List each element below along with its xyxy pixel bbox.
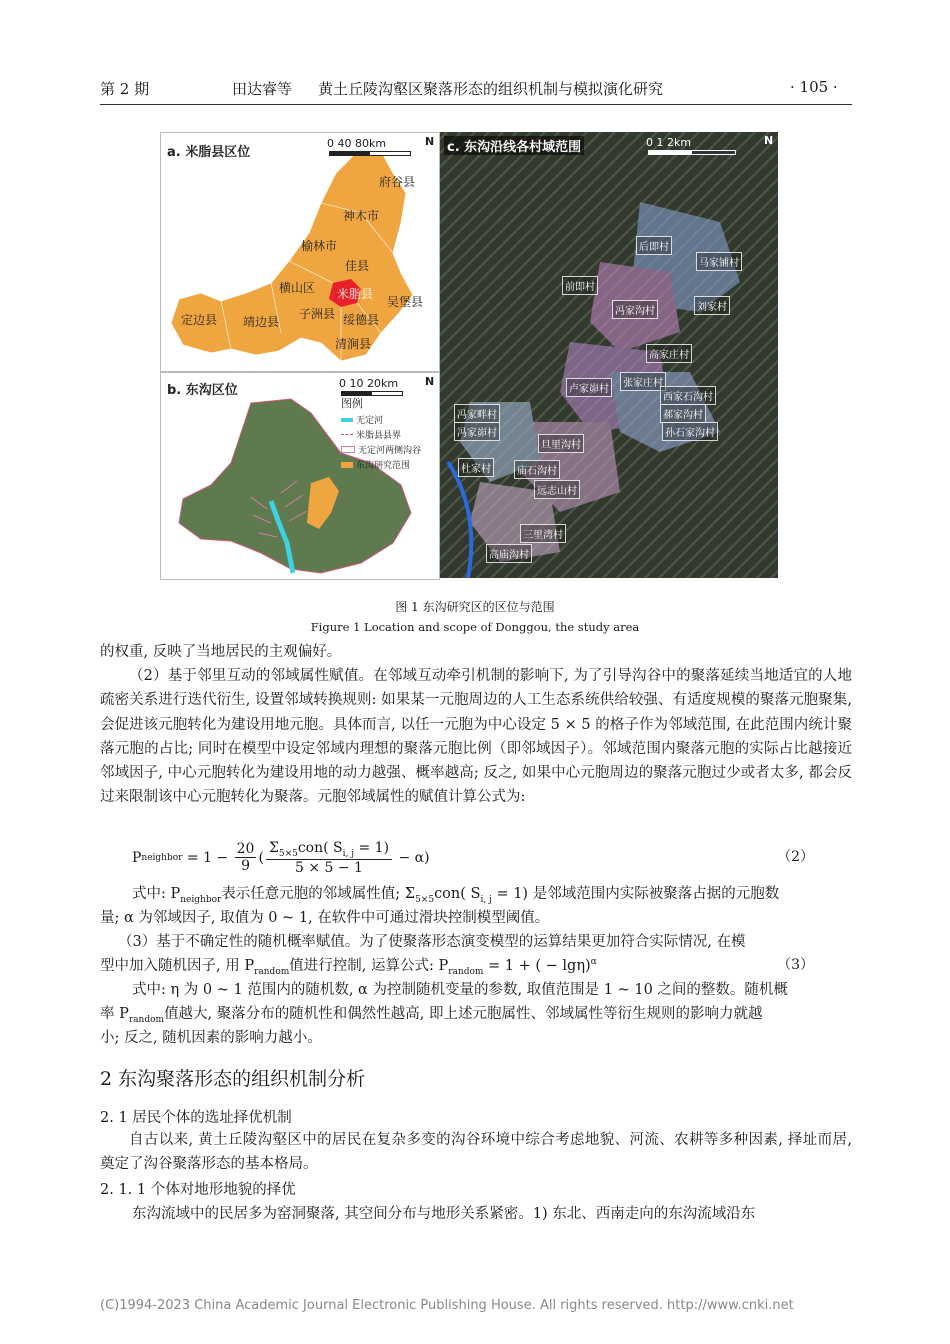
legend-swatch bbox=[341, 462, 353, 468]
county-label-highlight: 米脂县 bbox=[337, 287, 374, 301]
panel-a-map bbox=[160, 132, 440, 372]
legend-swatch bbox=[341, 446, 355, 453]
county-label: 吴堡县 bbox=[387, 295, 424, 309]
county-label: 子洲县 bbox=[299, 307, 336, 321]
village-label: 远志山村 bbox=[534, 480, 580, 499]
county-label: 神木市 bbox=[343, 209, 380, 223]
panel-c-scale-label: 0 1 2km bbox=[646, 136, 692, 149]
panel-a-scale-bar bbox=[329, 151, 411, 156]
village-label: 卢家峁村 bbox=[566, 378, 612, 397]
paragraph-random: （3）基于不确定性的随机概率赋值。为了使聚落形态演变模型的运算结果更加符合实际情况, 在模 bbox=[118, 934, 746, 950]
legend-title: 图例 bbox=[341, 397, 363, 410]
county-label: 清涧县 bbox=[335, 337, 372, 351]
paragraph-continuation: 的权重, 反映了当地居民的主观偏好。 bbox=[100, 644, 342, 660]
legend-swatch bbox=[341, 434, 353, 435]
header-page-number: · 105 · bbox=[790, 78, 838, 96]
village-label: 高庙沟村 bbox=[486, 544, 532, 563]
county-label: 榆林市 bbox=[301, 239, 338, 253]
header-issue: 第 2 期 bbox=[100, 80, 150, 98]
paragraph-site-selection: 自古以来, 黄土丘陵沟壑区中的居民在复杂多变的沟谷环境中综合考虑地貌、河流、农耕等多种因素, 择址而居, 奠定了沟谷聚落形态的基本格局。 bbox=[100, 1132, 852, 1173]
village-label: 三里湾村 bbox=[520, 524, 566, 543]
panel-c-scale-bar bbox=[648, 150, 736, 155]
legend-swatch bbox=[341, 418, 353, 422]
panel-a-province-shape bbox=[161, 133, 439, 371]
subsubsection-heading: 2. 1. 1 个体对地形地貌的择优 bbox=[100, 1182, 296, 1198]
village-label: 郝家沟村 bbox=[660, 404, 706, 423]
panel-b-scale-label: 0 10 20km bbox=[339, 377, 399, 390]
village-label: 冯家畔村 bbox=[454, 404, 500, 423]
paragraph-eq2-desc: 式中: $P_{neighbor}$表示任意元胞的邻域属性值; $\Sigma_{5\times 5}con$( $S_{i, j} = 1$) 是邻域范围内实际被聚落占据的元胞数 bbox=[132, 886, 780, 905]
eq2-fraction-main: $\Sigma_{5\times 5}con$( $S_{i, j} = 1$) 5 × 5 − 1 bbox=[266, 840, 392, 876]
header-rule bbox=[100, 104, 852, 105]
equation-3-number: （3） bbox=[777, 957, 814, 973]
paragraph-eq2-desc-2: 量; α 为邻域因子, 取值为 0 ~ 1, 在软件中可通过滑块控制模型阈值。 bbox=[100, 910, 550, 926]
copyright-footer: (C)1994-2023 China Academic Journal Electronic Publishing House. All rights reserved. http://www.cnki.net bbox=[100, 1298, 794, 1313]
panel-c-north-arrow-icon: N bbox=[764, 134, 774, 147]
panel-b-title: b. 东沟区位 bbox=[167, 383, 238, 398]
county-label: 佳县 bbox=[345, 259, 370, 273]
figure-caption-en: Figure 1 Location and scope of Donggou, the study area bbox=[310, 620, 640, 634]
village-label: 旦里沟村 bbox=[538, 434, 584, 453]
panel-c-satellite-map bbox=[440, 132, 778, 578]
paragraph-eq3-desc-3: 小; 反之, 随机因素的影响力越小。 bbox=[100, 1030, 322, 1046]
village-label: 高家庄村 bbox=[646, 344, 692, 363]
header-authors: 田达睿等 bbox=[232, 80, 293, 98]
county-label: 横山区 bbox=[279, 281, 316, 295]
panel-a-north-arrow-icon: N bbox=[425, 135, 435, 148]
eq2-fraction-coef: $\frac{20}{9}$ bbox=[236, 841, 255, 875]
village-label: 西家石沟村 bbox=[660, 386, 716, 405]
county-label: 绥德县 bbox=[343, 313, 380, 327]
figure-caption-cn: 图 1 东沟研究区的区位与范围 bbox=[395, 600, 555, 614]
paragraph-eq3-desc: 式中: η 为 0 ~ 1 范围内的随机数, α 为控制随机变量的参数, 取值范围是 1 ~ 10 之间的整数。随机概 bbox=[132, 982, 788, 998]
panel-b-legend bbox=[341, 395, 433, 471]
equation-2: P neighbor = 1 − $\frac{20}{9}$ ( $\Sigma_{5\times 5}con$( $S_{i, j} = 1$) 5 × 5 − 1 − α) bbox=[132, 840, 430, 876]
equation-2-number: （2） bbox=[777, 849, 814, 865]
legend-item: 米脂县县界 bbox=[341, 428, 433, 441]
paragraph-terrain: 东沟流域中的民居多为窑洞聚落, 其空间分布与地形关系紧密。1) 东北、西南走向的东沟流域沿东 bbox=[132, 1206, 756, 1222]
panel-c-title: c. 东沟沿线各村域范围 bbox=[444, 136, 584, 155]
village-label: 孙石家沟村 bbox=[662, 422, 718, 441]
village-label: 前即村 bbox=[562, 276, 598, 295]
village-label: 张家庄村 bbox=[620, 372, 666, 391]
village-label: 后即村 bbox=[636, 236, 672, 255]
subsection-heading: 2. 1 居民个体的选址择优机制 bbox=[100, 1110, 292, 1126]
village-label: 冯家峁村 bbox=[454, 422, 500, 441]
panel-a-title: a. 米脂县区位 bbox=[167, 145, 251, 160]
section-heading: 2 东沟聚落形态的组织机制分析 bbox=[100, 1068, 366, 1090]
header-title: 黄土丘陵沟壑区聚落形态的组织机制与模拟演化研究 bbox=[318, 80, 664, 98]
legend-item: 无定河两侧沟谷 bbox=[341, 443, 433, 456]
panel-b-north-arrow-icon: N bbox=[425, 375, 435, 388]
village-label: 刘家村 bbox=[694, 296, 730, 315]
paragraph-neighbor-rule: （2）基于邻里互动的邻域属性赋值。在邻域互动牵引机制的影响下, 为了引导沟谷中的聚落延续当地适宜的人地疏密关系进行迭代衍生, 设置邻域转换规则: 如果某一元胞周边的人工生态系统供给较强、有适度规模的聚落元胞聚集, 会促进该元胞转化为建设用地元胞。具体而言, 以任一元胞为中心设定 5 × 5 的格子作为邻域范围, 在此范围内统计聚落元胞的占比; 同时在模型中设定邻域内理想的聚落元胞比例（即邻域因子）。邻域范围内聚落元胞的实际占比越接近邻域因子, 中心元胞转化为建设用地的动力越强、概率越高; 反之, 如果中心元胞周边的聚落元胞过少或者太多, 都会反过来限制该中心元胞转化为聚落。元胞邻域属性的赋值计算公式为: bbox=[100, 668, 852, 806]
panel-c-village-shapes bbox=[440, 132, 778, 578]
county-label: 靖边县 bbox=[243, 315, 280, 329]
county-label: 府谷县 bbox=[379, 175, 416, 189]
village-label: 冯家沟村 bbox=[612, 300, 658, 319]
paragraph-random-eq3: 型中加入随机因子, 用 $P_{random}$值进行控制, 运算公式: $P_{random} = 1$ + ( − lgη)$^\alpha$ bbox=[100, 957, 597, 977]
village-label: 庙石沟村 bbox=[514, 460, 560, 479]
paragraph-eq3-desc-2: 率 $P_{random}$值越大, 聚落分布的随机性和偶然性越高, 即上述元胞属性、邻域属性等衍生规则的影响力就越 bbox=[100, 1006, 763, 1025]
county-label: 定边县 bbox=[181, 313, 218, 327]
village-label: 杜家村 bbox=[458, 458, 494, 477]
province-outline bbox=[171, 151, 416, 361]
legend-item: 东沟研究范围 bbox=[341, 458, 433, 471]
panel-b-map bbox=[160, 372, 440, 580]
panel-a-scale-label: 0 40 80km bbox=[327, 137, 387, 150]
village-label: 马家铺村 bbox=[696, 252, 742, 271]
legend-item: 无定河 bbox=[341, 413, 433, 426]
